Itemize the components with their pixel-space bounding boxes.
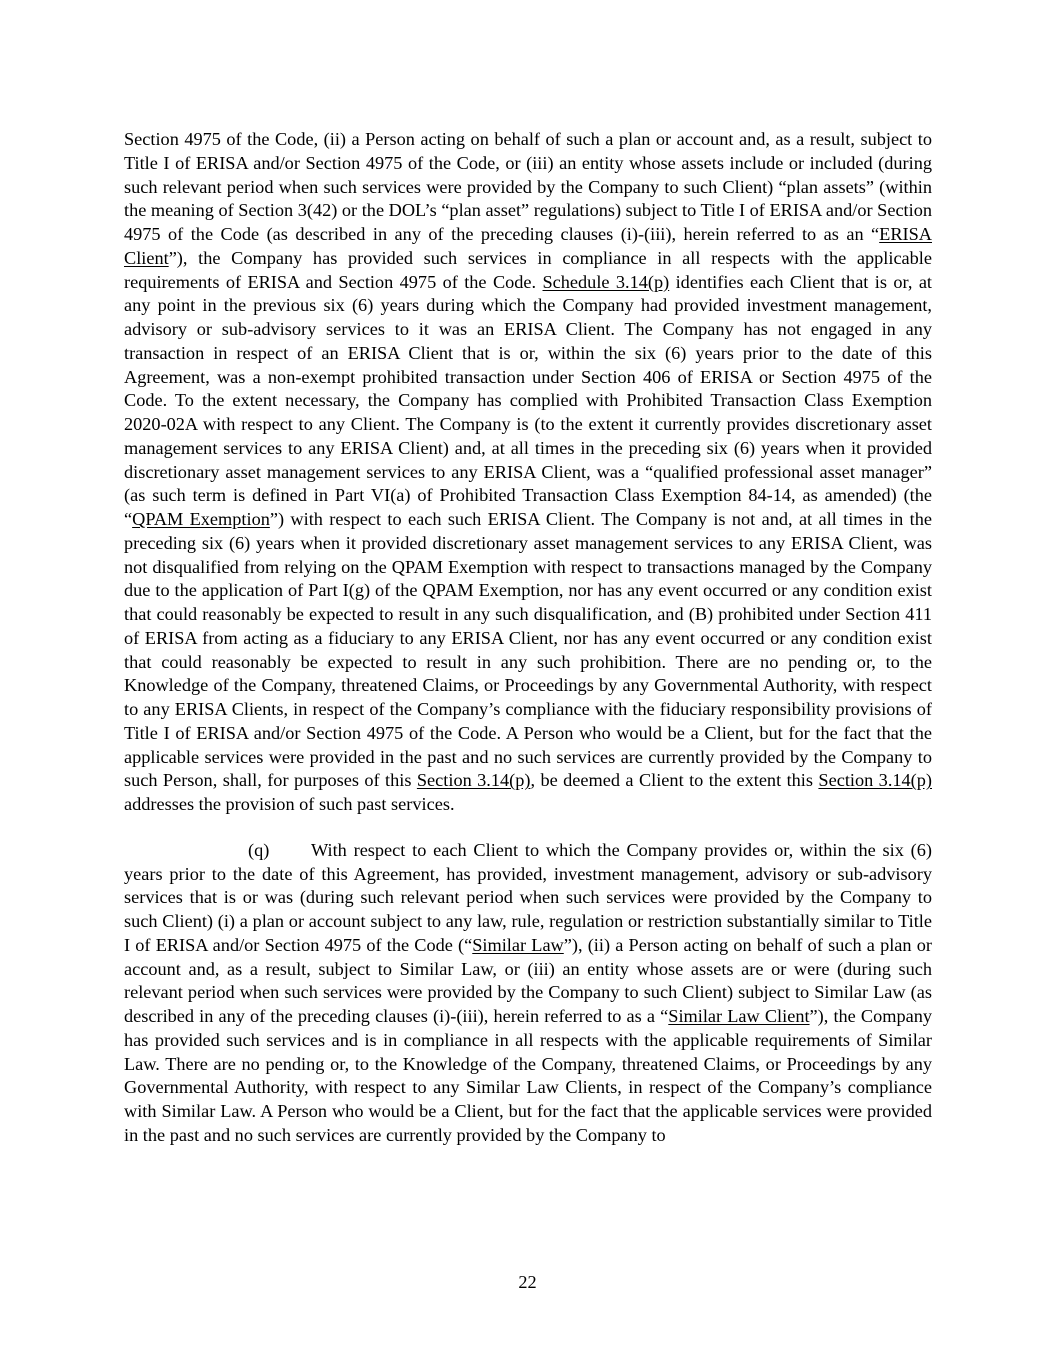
underlined-term: Schedule 3.14(p) bbox=[542, 271, 670, 292]
paragraph-q-body bbox=[124, 840, 932, 1145]
paragraph-q bbox=[124, 839, 932, 1148]
underlined-term: Section 3.14(p) bbox=[818, 770, 932, 791]
page-number: 22 bbox=[518, 1272, 537, 1292]
underlined-term: QPAM Exemption bbox=[132, 509, 270, 529]
paragraph-q-marker: (q) bbox=[248, 839, 270, 860]
paragraph-p-continuation bbox=[124, 128, 932, 817]
underlined-term: Similar Law Client bbox=[668, 1006, 810, 1026]
text-run: ”) with respect to each such ERISA Client. The Company is not and, at all times in the preceding six (6) years when it provided discretionary asset management services to any ERISA Client, was not disqualified from relying on the QPAM Exemption with respect to transactions managed by the Company due to the application of Part I(g) of the QPAM Exemption, nor has any event occurred or any condition exist that could reasonably be expected to result in any such disqualification, and (B) prohibited under Section 411 of ERISA from acting as a fiduciary to any ERISA Client, nor has any event occurred or any condition exist that could reasonably be expected to result in any such prohibition. There are no pending or, to the Knowledge of the Company, threatened Claims, or Proceedings by any Governmental Authority, with respect to any ERISA Clients, in respect of the Company’s compliance with the fiduciary responsibility provisions of Title I of ERISA and/or Section 4975 of the Code. A Person who would be a Client, but for the fact that the applicable services were provided in the past and no such services are currently provided by the Company to such Person, shall, for purposes of this bbox=[124, 509, 932, 791]
text-run: ”), the Company has provided such services in compliance in all respects with the applicable requirements of ERISA and Section 4975 of the Code. bbox=[124, 247, 932, 292]
text-run: ”), the Company has provided such services and is in compliance in all respects with the applicable requirements of Similar Law. There are no pending or, to the Knowledge of the Company, threatened Claims, or Proceedings by any Governmental Authority, with respect to any Similar Law Clients, in respect of the Company’s compliance with Similar Law. A Person who would be a Client, but for the fact that the applicable services were provided in the past and no such services are currently provided by the Company to bbox=[124, 1006, 933, 1145]
text-run: ”), (ii) a Person acting on behalf of such a plan or account and, as a result, subject to Similar Law, or (iii) an entity whose assets are or were (during such relevant period when such services were provided by the Company to such Client) subject to Similar Law (as described in any of the preceding clauses (i)-(iii), herein referred to as a “ bbox=[124, 934, 932, 1026]
underlined-term: Section 3.14(p) bbox=[416, 770, 531, 791]
text-run: identifies each Client that is or, at any point in the previous six (6) years during which the Company had provided investment management, advisory or sub-advisory services to it was an ERISA Client. The Company has not engaged in any transaction in respect of an ERISA Client that is or, within the six (6) years prior to the date of this Agreement, was a non-exempt prohibited transaction under Section 406 of ERISA or Section 4975 of the Code. To the extent necessary, the Company has complied with Prohibited Transaction Class Exemption 2020-02A with respect to any Client. The Company is (to the extent it currently provides discretionary asset management services to any ERISA Client) and, at all times in the preceding six (6) years when it provided discretionary asset management services to any ERISA Client, was a “qualified professional asset manager” (as such term is defined in Part VI(a) of Prohibited Transaction Class Exemption 84-14, as amended) (the “ bbox=[124, 271, 933, 529]
text-run: With respect to each Client to which the Company provides or, within the six (6) years prior to the date of this Agreement, has provided, investment management, advisory or sub-advisory services that is or was (during such relevant period when such services were provided by the Company to such Client) (i) a plan or account subject to any law, rule, regulation or restriction substantially similar to Title I of ERISA and/or Section 4975 of the Code (“ bbox=[124, 839, 932, 955]
document-body bbox=[124, 128, 932, 1148]
text-run: addresses the provision of such past services. bbox=[124, 794, 455, 814]
text-run: , be deemed a Client to the extent this bbox=[530, 770, 819, 791]
underlined-term: Similar Law bbox=[472, 934, 564, 955]
underlined-term: ERISA Client bbox=[124, 224, 932, 268]
text-run: Section 4975 of the Code, (ii) a Person acting on behalf of such a plan or account and, as a result, subject to Title I of ERISA and/or Section 4975 of the Code, or (iii) an entity whose assets include or included (during such relevant period when such services were provided by the Company to such Client) “plan assets” (within the meaning of Section 3(42) or the DOL’s “plan asset” regulations) subject to Title I of ERISA and/or Section 4975 of the Code (as described in any of the preceding clauses (i)-(iii), herein referred to as an “ bbox=[124, 129, 932, 244]
